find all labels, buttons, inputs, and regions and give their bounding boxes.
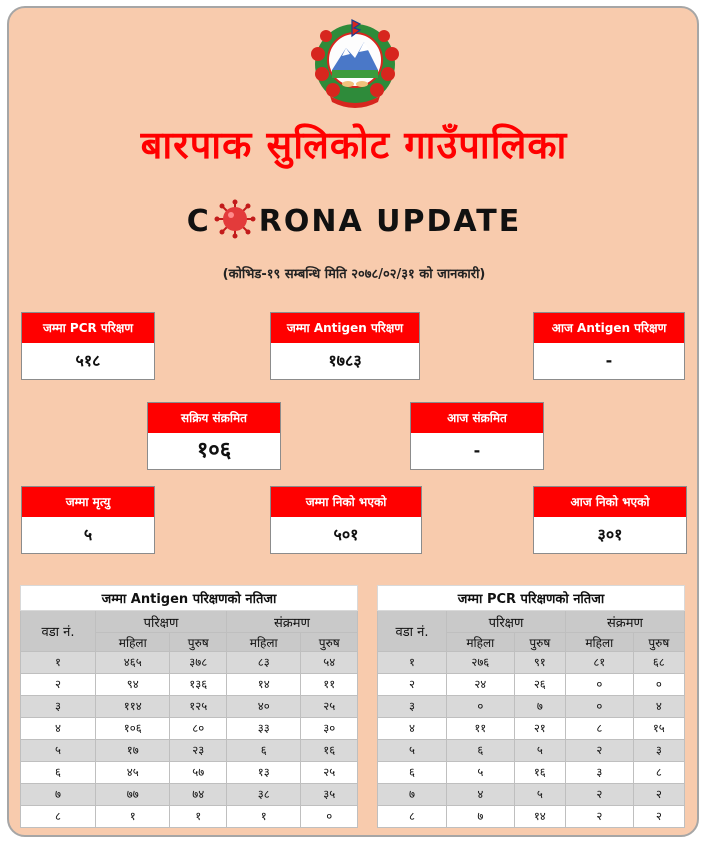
table-row xyxy=(378,806,685,828)
cell: १२५ xyxy=(170,696,227,718)
cell: २ xyxy=(565,806,633,828)
table-row xyxy=(378,762,685,784)
cell: ० xyxy=(633,674,684,696)
nepal-emblem-icon xyxy=(300,14,410,110)
cell: ४० xyxy=(226,696,300,718)
coronavirus-icon xyxy=(207,199,263,239)
ward-cell: १ xyxy=(21,652,96,674)
ward-header: वडा नं. xyxy=(378,611,447,652)
cell: १६ xyxy=(514,762,565,784)
ward-cell: ५ xyxy=(21,740,96,762)
cell: ४६५ xyxy=(96,652,170,674)
cell: ९४ xyxy=(96,674,170,696)
table-row xyxy=(21,718,358,740)
infected-header: संक्रमण xyxy=(226,611,357,633)
cell: २१ xyxy=(514,718,565,740)
stat-value: ३०१ xyxy=(597,525,623,544)
cell: ५७ xyxy=(170,762,227,784)
stat-label: जम्मा PCR परिक्षण xyxy=(22,313,154,343)
cell: १४ xyxy=(514,806,565,828)
cell: ८ xyxy=(633,762,684,784)
ward-cell: ७ xyxy=(378,784,447,806)
ward-cell: ४ xyxy=(378,718,447,740)
female-header: महिला xyxy=(447,633,515,652)
cell: १६ xyxy=(301,740,358,762)
male-header: पुरुष xyxy=(170,633,227,652)
table-row xyxy=(21,784,358,806)
stat-antigen-total xyxy=(270,312,420,380)
cell: ५ xyxy=(514,784,565,806)
male-header: पुरुष xyxy=(301,633,358,652)
cell: ६८ xyxy=(633,652,684,674)
table-row xyxy=(378,696,685,718)
stat-deaths xyxy=(21,486,155,554)
cell: ११४ xyxy=(96,696,170,718)
stat-label: आज संक्रमित xyxy=(411,403,543,433)
cell: ७ xyxy=(514,696,565,718)
cell: ३ xyxy=(633,740,684,762)
ward-cell: ३ xyxy=(378,696,447,718)
cell: ५४ xyxy=(301,652,358,674)
page-title: बारपाक सुलिकोट गाउँपालिका xyxy=(140,123,568,167)
cell: ० xyxy=(565,674,633,696)
cell: १ xyxy=(170,806,227,828)
table-row xyxy=(378,652,685,674)
cell: १५ xyxy=(633,718,684,740)
female-header: महिला xyxy=(96,633,170,652)
male-header: पुरुष xyxy=(633,633,684,652)
cell: १ xyxy=(226,806,300,828)
cell: २५ xyxy=(301,696,358,718)
ward-cell: १ xyxy=(378,652,447,674)
cell: ३० xyxy=(301,718,358,740)
cell: १४ xyxy=(226,674,300,696)
table-row xyxy=(21,806,358,828)
cell: ८ xyxy=(565,718,633,740)
antigen-results-table xyxy=(20,585,358,828)
cell: ४ xyxy=(633,696,684,718)
cell: २५ xyxy=(301,762,358,784)
infected-header: संक्रमण xyxy=(565,611,684,633)
cell: ६ xyxy=(447,740,515,762)
cell: ३३ xyxy=(226,718,300,740)
female-header: महिला xyxy=(565,633,633,652)
ward-cell: ८ xyxy=(21,806,96,828)
test-header: परिक्षण xyxy=(96,611,227,633)
stat-label: सक्रिय संक्रमित xyxy=(148,403,280,433)
table-row xyxy=(21,740,358,762)
corona-update-heading xyxy=(0,204,708,239)
table-row xyxy=(378,718,685,740)
cell: २ xyxy=(565,784,633,806)
cell: ३ xyxy=(565,762,633,784)
table-caption: जम्मा PCR परिक्षणको नतिजा xyxy=(378,586,685,611)
cell: ० xyxy=(301,806,358,828)
cell: ११ xyxy=(447,718,515,740)
stat-pcr-total xyxy=(21,312,155,380)
stat-value: ५१८ xyxy=(75,351,101,370)
cell: १३६ xyxy=(170,674,227,696)
ward-cell: ४ xyxy=(21,718,96,740)
stat-infected-today xyxy=(410,402,544,470)
pcr-results-table xyxy=(377,585,685,828)
table-row xyxy=(378,784,685,806)
stat-recovered-total xyxy=(270,486,422,554)
stat-recovered-today xyxy=(533,486,687,554)
cell: १०६ xyxy=(96,718,170,740)
table-row xyxy=(21,696,358,718)
ward-cell: २ xyxy=(378,674,447,696)
stat-label: आज Antigen परिक्षण xyxy=(534,313,684,343)
stat-value: ५०१ xyxy=(333,525,359,544)
stat-value: - xyxy=(605,351,613,370)
cell: ३८ xyxy=(226,784,300,806)
stat-value: १०६ xyxy=(196,438,232,463)
cell: २ xyxy=(633,806,684,828)
cell: ३५ xyxy=(301,784,358,806)
stat-value: १७८३ xyxy=(328,351,362,370)
cell: २७६ xyxy=(447,652,515,674)
corona-heading-part2: RONA UPDATE xyxy=(258,204,522,239)
cell: ८० xyxy=(170,718,227,740)
table-row xyxy=(21,674,358,696)
cell: २ xyxy=(565,740,633,762)
cell: ३७८ xyxy=(170,652,227,674)
stat-value: ५ xyxy=(83,525,93,544)
stat-label: जम्मा Antigen परिक्षण xyxy=(271,313,419,343)
cell: ७ xyxy=(447,806,515,828)
female-header: महिला xyxy=(226,633,300,652)
ward-cell: ५ xyxy=(378,740,447,762)
ward-cell: ८ xyxy=(378,806,447,828)
stat-antigen-today xyxy=(533,312,685,380)
cell: ७७ xyxy=(96,784,170,806)
cell: ७४ xyxy=(170,784,227,806)
cell: ५ xyxy=(514,740,565,762)
cell: ६ xyxy=(226,740,300,762)
cell: ९१ xyxy=(514,652,565,674)
stat-label: जम्मा मृत्यु xyxy=(22,487,154,517)
cell: २ xyxy=(633,784,684,806)
cell: २६ xyxy=(514,674,565,696)
ward-header: वडा नं. xyxy=(21,611,96,652)
cell: ८१ xyxy=(565,652,633,674)
table-row xyxy=(21,762,358,784)
ward-cell: २ xyxy=(21,674,96,696)
date-subtitle: (कोभिड-१९ सम्बन्धि मिति २०७८/०२/३१ को जानकारी) xyxy=(222,267,486,282)
cell: ० xyxy=(447,696,515,718)
table-row xyxy=(378,740,685,762)
ward-cell: ६ xyxy=(378,762,447,784)
corona-heading-part1: C xyxy=(186,204,211,239)
cell: ५ xyxy=(447,762,515,784)
stat-active xyxy=(147,402,281,470)
ward-cell: ३ xyxy=(21,696,96,718)
ward-cell: ६ xyxy=(21,762,96,784)
cell: १ xyxy=(96,806,170,828)
cell: १३ xyxy=(226,762,300,784)
ward-cell: ७ xyxy=(21,784,96,806)
table-row xyxy=(378,674,685,696)
table-row xyxy=(21,652,358,674)
cell: ० xyxy=(565,696,633,718)
stat-label: आज निको भएको xyxy=(534,487,686,517)
cell: ४ xyxy=(447,784,515,806)
stat-value: - xyxy=(473,441,481,460)
cell: २३ xyxy=(170,740,227,762)
cell: ११ xyxy=(301,674,358,696)
cell: ८३ xyxy=(226,652,300,674)
test-header: परिक्षण xyxy=(447,611,566,633)
cell: ४५ xyxy=(96,762,170,784)
male-header: पुरुष xyxy=(514,633,565,652)
stat-label: जम्मा निको भएको xyxy=(271,487,421,517)
table-caption: जम्मा Antigen परिक्षणको नतिजा xyxy=(21,586,358,611)
cell: २४ xyxy=(447,674,515,696)
cell: १७ xyxy=(96,740,170,762)
